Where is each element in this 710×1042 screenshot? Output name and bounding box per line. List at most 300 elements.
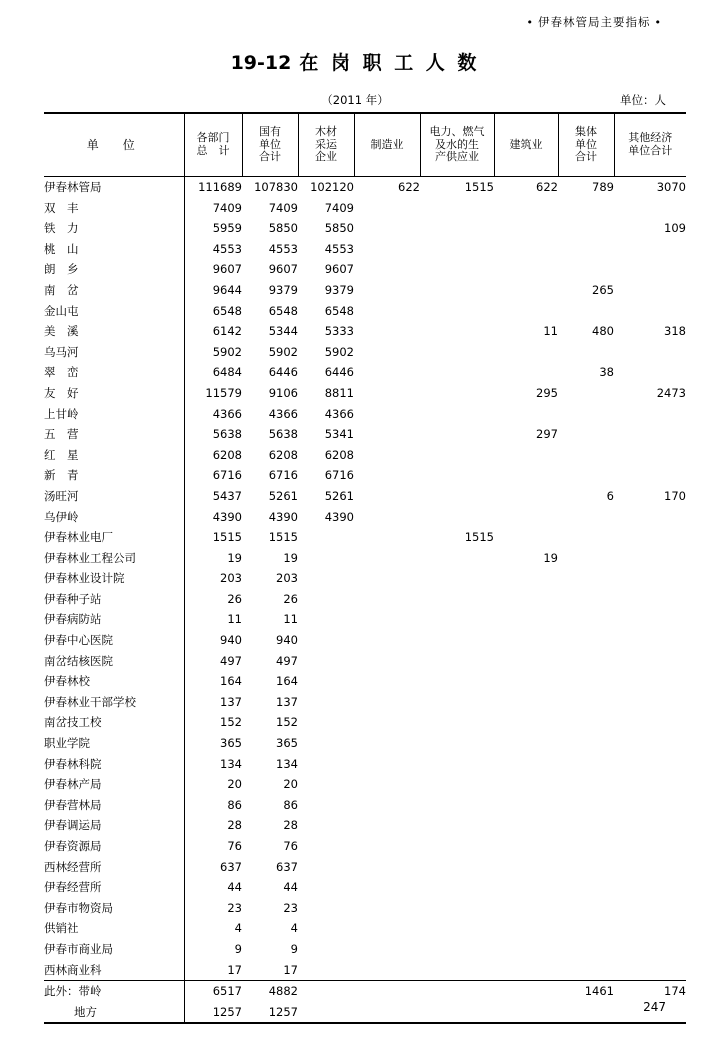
cell-manufacturing [354, 877, 420, 898]
cell-manufacturing [354, 404, 420, 425]
cell-construction [494, 774, 558, 795]
cell-timber [298, 774, 354, 795]
column-header-other: 其他经济 单位合计 [614, 113, 686, 177]
cell-construction: 19 [543, 550, 558, 565]
cell-collective [558, 383, 614, 404]
table-row [44, 877, 686, 898]
cell-collective [558, 1002, 614, 1024]
cell-power-gas-water [420, 465, 494, 486]
cell-state-owned: 17 [283, 962, 298, 977]
cell-timber [298, 1002, 354, 1024]
cell-other [614, 960, 686, 981]
cell-timber: 5341 [324, 427, 354, 442]
row-label: 伊春中心医院 [44, 633, 113, 648]
cell-collective [558, 465, 614, 486]
cell-construction [494, 692, 558, 713]
row-label: 双 丰 [44, 200, 79, 215]
cell-manufacturing [354, 671, 420, 692]
cell-state-owned: 365 [276, 736, 298, 751]
cell-manufacturing [354, 1002, 420, 1024]
cell-total: 203 [184, 568, 242, 589]
table-number: 19-12 [230, 52, 292, 74]
cell-power-gas-water [420, 1002, 494, 1024]
cell-collective [558, 301, 614, 322]
table-title-text: 在 岗 职 工 人 数 [299, 52, 480, 74]
row-label: 伊春林业设计院 [44, 571, 125, 586]
cell-timber [298, 651, 354, 672]
cell-construction [494, 939, 558, 960]
cell-total: 17 [184, 960, 242, 981]
cell-construction [494, 815, 558, 836]
cell-manufacturing [354, 918, 420, 939]
cell-power-gas-water [420, 836, 494, 857]
cell-other [614, 877, 686, 898]
cell-manufacturing [354, 939, 420, 960]
table-row [44, 239, 686, 260]
cell-manufacturing [354, 712, 420, 733]
cell-total: 23 [184, 898, 242, 919]
cell-collective [558, 960, 614, 981]
cell-power-gas-water [420, 671, 494, 692]
cell-construction [494, 218, 558, 239]
cell-manufacturing [354, 548, 420, 569]
column-header-power-gas-water: 电力、燃气 及水的生 产供应业 [420, 113, 494, 177]
cell-construction [494, 465, 558, 486]
cell-power-gas-water [420, 507, 494, 528]
cell-other [614, 445, 686, 466]
rule-cell [298, 1023, 354, 1024]
table-row [44, 362, 686, 383]
table-row [44, 898, 686, 919]
row-label: 伊春营林局 [44, 797, 102, 812]
table-row [44, 321, 686, 342]
cell-construction [494, 342, 558, 363]
cell-state-owned: 19 [283, 550, 298, 565]
cell-manufacturing [354, 301, 420, 322]
cell-manufacturing [354, 692, 420, 713]
cell-other [614, 712, 686, 733]
cell-construction [494, 568, 558, 589]
cell-other: 174 [614, 981, 686, 1002]
cell-power-gas-water [420, 712, 494, 733]
column-header-construction: 建筑业 [494, 113, 558, 177]
cell-total: 152 [184, 712, 242, 733]
table-row [44, 301, 686, 322]
running-head [523, 14, 667, 30]
row-label: 伊春市商业局 [44, 941, 113, 956]
cell-other [614, 280, 686, 301]
column-header-collective: 集体 单位 合计 [558, 113, 614, 177]
cell-state-owned: 137 [276, 694, 298, 709]
cell-state-owned: 44 [283, 880, 298, 895]
cell-collective [558, 218, 614, 239]
cell-construction [494, 651, 558, 672]
table-row [44, 445, 686, 466]
cell-total: 4 [184, 918, 242, 939]
cell-timber [298, 568, 354, 589]
cell-total: 940 [184, 630, 242, 651]
cell-timber [298, 733, 354, 754]
cell-power-gas-water [420, 733, 494, 754]
table-row [44, 383, 686, 404]
table-row [44, 280, 686, 301]
table-row [44, 857, 686, 878]
row-label: 红 星 [44, 447, 79, 462]
row-label: 此外：带岭 [44, 981, 184, 1002]
cell-timber: 7409 [324, 200, 354, 215]
table-header-row [44, 113, 686, 177]
cell-power-gas-water [420, 630, 494, 651]
cell-construction [494, 733, 558, 754]
cell-collective: 480 [592, 324, 614, 339]
cell-total: 11579 [184, 383, 242, 404]
cell-power-gas-water [420, 754, 494, 775]
cell-timber: 4366 [324, 406, 354, 421]
cell-manufacturing [354, 445, 420, 466]
row-label: 伊春资源局 [44, 839, 102, 853]
year-note: （2011 年） [321, 93, 389, 107]
cell-timber [298, 712, 354, 733]
cell-other [614, 527, 686, 548]
cell-construction: 622 [536, 180, 558, 194]
cell-total: 5638 [184, 424, 242, 445]
running-head-label: 伊春林管局主要指标 [538, 15, 651, 29]
cell-collective [558, 651, 614, 672]
cell-total: 5437 [184, 486, 242, 507]
table-row [44, 795, 686, 816]
cell-manufacturing [354, 981, 420, 1002]
cell-total: 137 [184, 692, 242, 713]
cell-state-owned: 4553 [268, 241, 298, 256]
cell-total: 164 [184, 671, 242, 692]
table-bottom-rule [44, 1023, 686, 1024]
cell-state-owned: 4 [290, 921, 298, 936]
cell-construction [494, 198, 558, 219]
cell-timber [298, 548, 354, 569]
cell-timber [298, 692, 354, 713]
table-row [44, 609, 686, 630]
cell-collective [558, 712, 614, 733]
cell-total: 6548 [184, 301, 242, 322]
cell-other [614, 795, 686, 816]
row-label: 友 好 [44, 385, 79, 400]
cell-other [614, 404, 686, 425]
cell-power-gas-water [420, 568, 494, 589]
cell-total: 4366 [184, 404, 242, 425]
cell-manufacturing [354, 383, 420, 404]
cell-construction [494, 280, 558, 301]
cell-power-gas-water [420, 383, 494, 404]
cell-power-gas-water [420, 960, 494, 981]
row-label: 南岔结核医院 [44, 653, 113, 668]
cell-total: 1515 [184, 527, 242, 548]
cell-collective [558, 692, 614, 713]
row-label: 伊春林业电厂 [44, 530, 113, 545]
rule-cell [614, 1023, 686, 1024]
cell-total: 6716 [184, 465, 242, 486]
cell-construction [494, 898, 558, 919]
cell-other: 3070 [656, 180, 686, 194]
row-label: 南岔技工校 [44, 715, 102, 730]
cell-other [614, 733, 686, 754]
cell-timber: 102120 [310, 180, 354, 194]
cell-other [614, 857, 686, 878]
cell-collective [558, 404, 614, 425]
cell-collective: 789 [592, 180, 614, 194]
cell-construction [494, 857, 558, 878]
cell-collective [558, 589, 614, 610]
cell-other [614, 836, 686, 857]
cell-collective [558, 939, 614, 960]
column-header-unit: 单 位 [44, 113, 184, 177]
cell-state-owned: 20 [283, 777, 298, 792]
column-header-total: 各部门 总 计 [184, 113, 242, 177]
cell-timber: 8811 [324, 385, 354, 400]
cell-other [614, 507, 686, 528]
cell-total: 6484 [184, 362, 242, 383]
cell-collective [558, 733, 614, 754]
cell-power-gas-water [420, 548, 494, 569]
cell-construction: 297 [536, 427, 558, 442]
cell-timber: 5850 [324, 221, 354, 236]
cell-timber [298, 898, 354, 919]
cell-collective [558, 918, 614, 939]
table-row [44, 507, 686, 528]
cell-manufacturing [354, 568, 420, 589]
row-label: 乌马河 [44, 344, 79, 359]
cell-construction [494, 981, 558, 1002]
cell-timber: 6716 [324, 468, 354, 483]
row-label: 乌伊岭 [44, 509, 79, 524]
cell-collective [558, 548, 614, 569]
table-row [44, 465, 686, 486]
row-label: 铁 力 [44, 221, 79, 236]
statistics-table-wrapper [44, 112, 686, 1024]
row-label: 伊春调运局 [44, 818, 102, 833]
row-label: 伊春林产局 [44, 777, 102, 792]
column-header-state-owned: 国有 单位 合计 [242, 113, 298, 177]
cell-power-gas-water [420, 918, 494, 939]
cell-total: 6517 [184, 981, 242, 1002]
cell-state-owned: 28 [283, 818, 298, 833]
row-label: 伊春种子站 [44, 591, 102, 606]
cell-other [614, 692, 686, 713]
cell-other [614, 774, 686, 795]
cell-state-owned: 4366 [268, 406, 298, 421]
cell-power-gas-water [420, 198, 494, 219]
row-label: 西林经营所 [44, 859, 102, 874]
cell-power-gas-water [420, 218, 494, 239]
row-label: 伊春病防站 [44, 612, 102, 627]
cell-collective [558, 857, 614, 878]
bullet-icon: • [654, 16, 662, 29]
row-label: 伊春林科院 [44, 756, 102, 771]
cell-total: 19 [184, 548, 242, 569]
row-label: 汤旺河 [44, 488, 79, 503]
cell-construction [494, 445, 558, 466]
cell-total: 637 [184, 857, 242, 878]
cell-power-gas-water [420, 342, 494, 363]
cell-state-owned: 23 [283, 900, 298, 915]
cell-power-gas-water [420, 486, 494, 507]
rule-cell [44, 1023, 184, 1024]
cell-manufacturing [354, 630, 420, 651]
cell-state-owned: 1257 [268, 1004, 298, 1019]
cell-manufacturing [354, 259, 420, 280]
row-label: 翠 峦 [44, 365, 79, 380]
cell-total: 134 [184, 754, 242, 775]
rule-cell [558, 1023, 614, 1024]
cell-construction [494, 259, 558, 280]
cell-power-gas-water [420, 259, 494, 280]
cell-manufacturing [354, 507, 420, 528]
cell-state-owned: 152 [276, 715, 298, 730]
table-row [44, 815, 686, 836]
cell-manufacturing [354, 815, 420, 836]
rule-cell [494, 1023, 558, 1024]
cell-power-gas-water [420, 239, 494, 260]
table-body [44, 177, 686, 1025]
row-label: 伊春市物资局 [44, 900, 113, 915]
cell-collective [558, 198, 614, 219]
cell-total: 9607 [184, 259, 242, 280]
cell-timber [298, 857, 354, 878]
cell-construction [494, 712, 558, 733]
cell-power-gas-water [420, 795, 494, 816]
cell-state-owned: 7409 [268, 200, 298, 215]
table-row [44, 981, 686, 1002]
row-label: 伊春经营所 [44, 880, 102, 895]
cell-total: 20 [184, 774, 242, 795]
cell-state-owned: 9 [290, 941, 298, 956]
cell-other [614, 918, 686, 939]
cell-manufacturing [354, 239, 420, 260]
cell-other: 109 [664, 221, 686, 236]
cell-power-gas-water [420, 321, 494, 342]
cell-other: 318 [664, 324, 686, 339]
table-row [44, 630, 686, 651]
cell-timber: 6548 [324, 303, 354, 318]
cell-state-owned: 497 [276, 653, 298, 668]
rule-cell [420, 1023, 494, 1024]
cell-power-gas-water [420, 280, 494, 301]
table-row [44, 259, 686, 280]
rule-cell [242, 1023, 298, 1024]
cell-collective: 1461 [558, 981, 614, 1002]
table-row [44, 198, 686, 219]
cell-total: 4553 [184, 239, 242, 260]
cell-total: 86 [184, 795, 242, 816]
cell-construction [494, 301, 558, 322]
row-label: 五 营 [44, 427, 79, 442]
cell-total: 9644 [184, 280, 242, 301]
cell-timber [298, 754, 354, 775]
cell-construction [494, 239, 558, 260]
cell-other [614, 815, 686, 836]
cell-collective [558, 527, 614, 548]
row-label: 上甘岭 [44, 406, 79, 421]
cell-timber [298, 960, 354, 981]
cell-total: 6142 [184, 321, 242, 342]
cell-power-gas-water [420, 301, 494, 322]
cell-other [614, 898, 686, 919]
cell-timber: 6446 [324, 365, 354, 380]
cell-power-gas-water [420, 898, 494, 919]
rule-cell [354, 1023, 420, 1024]
cell-manufacturing [354, 280, 420, 301]
cell-power-gas-water [420, 981, 494, 1002]
cell-timber: 4390 [324, 509, 354, 524]
cell-collective [558, 239, 614, 260]
cell-state-owned: 9379 [268, 282, 298, 297]
cell-other [614, 589, 686, 610]
cell-state-owned: 86 [283, 797, 298, 812]
cell-total: 11 [184, 609, 242, 630]
table-row [44, 527, 686, 548]
cell-other [614, 548, 686, 569]
cell-other [614, 609, 686, 630]
cell-timber [298, 671, 354, 692]
cell-total: 76 [184, 836, 242, 857]
cell-other: 2473 [656, 385, 686, 400]
cell-construction [494, 836, 558, 857]
table-row [44, 424, 686, 445]
cell-state-owned: 1515 [268, 530, 298, 545]
cell-timber: 5333 [324, 324, 354, 339]
cell-other [614, 342, 686, 363]
cell-construction [494, 609, 558, 630]
cell-other [614, 362, 686, 383]
cell-state-owned: 9106 [268, 385, 298, 400]
table-row [44, 568, 686, 589]
cell-construction [494, 960, 558, 981]
cell-construction [494, 795, 558, 816]
cell-power-gas-water [420, 445, 494, 466]
cell-collective [558, 424, 614, 445]
cell-other [614, 754, 686, 775]
table-row [44, 404, 686, 425]
cell-state-owned: 4390 [268, 509, 298, 524]
table-row [44, 939, 686, 960]
cell-manufacturing [354, 486, 420, 507]
bullet-icon: • [526, 16, 534, 29]
cell-power-gas-water [420, 589, 494, 610]
table-row [44, 548, 686, 569]
column-header-timber: 木材 采运 企业 [298, 113, 354, 177]
cell-state-owned: 4882 [242, 981, 298, 1002]
cell-construction [494, 671, 558, 692]
cell-collective: 265 [592, 282, 614, 297]
cell-collective: 6 [606, 488, 614, 503]
cell-manufacturing [354, 733, 420, 754]
table-row [44, 1002, 686, 1024]
table-row [44, 589, 686, 610]
cell-power-gas-water [420, 815, 494, 836]
cell-other [614, 671, 686, 692]
cell-timber [298, 609, 354, 630]
cell-collective [558, 568, 614, 589]
cell-power-gas-water [420, 362, 494, 383]
row-label: 新 青 [44, 468, 79, 483]
cell-power-gas-water: 1515 [464, 180, 494, 194]
cell-construction [494, 877, 558, 898]
cell-total: 7409 [184, 198, 242, 219]
cell-power-gas-water [420, 404, 494, 425]
cell-other [614, 424, 686, 445]
cell-timber [298, 527, 354, 548]
cell-collective [558, 836, 614, 857]
cell-state-owned: 11 [283, 612, 298, 627]
